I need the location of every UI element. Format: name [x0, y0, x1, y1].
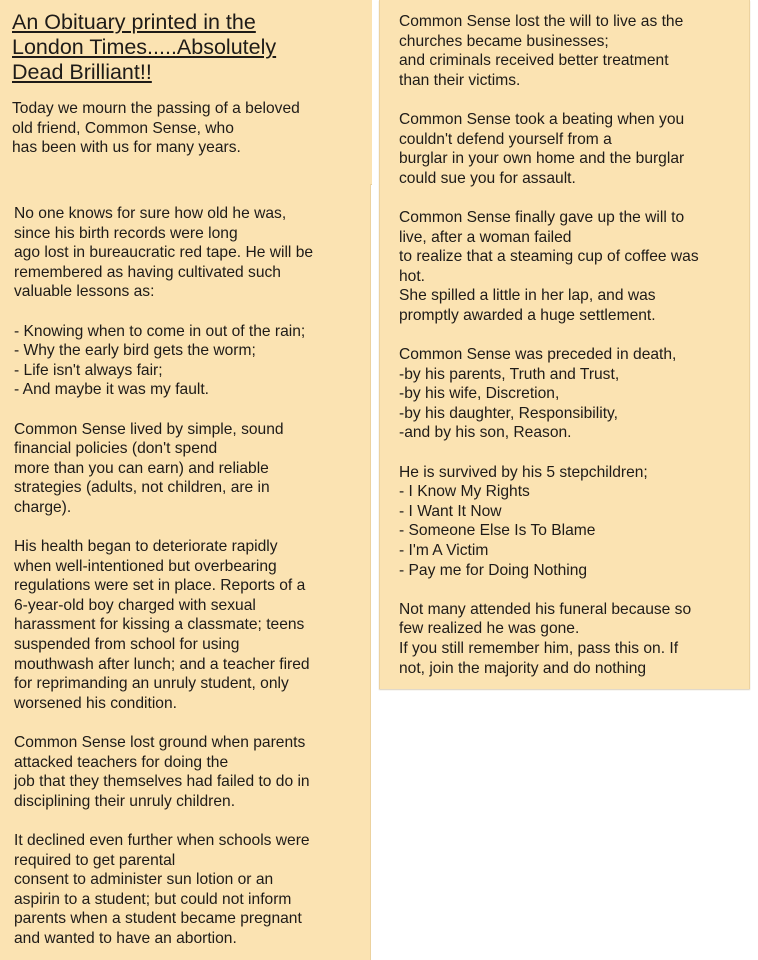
- text-line: She spilled a little in her lap, and was: [399, 287, 656, 305]
- text-line: churches became businesses;: [399, 32, 609, 50]
- right-column-paragraphs: [399, 12, 741, 678]
- clipping-right-column: [379, 0, 750, 689]
- text-line: could sue you for assault.: [399, 169, 576, 187]
- obituary-title: An Obituary printed in the London Times.....Absolutely Dead Brilliant!!: [12, 10, 277, 84]
- text-line: old friend, Common Sense, who: [12, 119, 234, 137]
- obituary-paragraph: [14, 537, 362, 713]
- text-line: - Knowing when to come in out of the rain;: [14, 322, 306, 340]
- text-line: and wanted to have an abortion.: [14, 929, 237, 947]
- intro-paragraphs: [12, 99, 362, 158]
- text-line: Common Sense lost ground when parents: [14, 734, 306, 752]
- text-line: strategies (adults, not children, are in: [14, 479, 270, 497]
- text-line: than their victims.: [399, 71, 521, 89]
- clipping-header: [0, 0, 372, 185]
- obituary-paragraph: [399, 345, 741, 443]
- text-line: disciplining their unruly children.: [14, 792, 236, 810]
- obituary-paragraph: [14, 831, 362, 949]
- text-line: Common Sense lost the will to live as the: [399, 13, 684, 30]
- text-line: No one knows for sure how old he was,: [14, 205, 287, 222]
- text-line: not, join the majority and do nothing: [399, 659, 647, 677]
- obituary-paragraph: [14, 322, 362, 400]
- text-line: job that they themselves had failed to do in: [14, 773, 310, 791]
- text-line: few realized he was gone.: [399, 620, 580, 638]
- obituary-paragraph: [14, 204, 362, 302]
- text-line: His health began to deteriorate rapidly: [14, 538, 278, 556]
- text-line: attacked teachers for doing the: [14, 753, 229, 771]
- text-line: has been with us for many years.: [12, 139, 241, 157]
- text-line: suspended from school for using: [14, 636, 240, 654]
- text-line: - Why the early bird gets the worm;: [14, 342, 256, 360]
- text-line: couldn't defend yourself from a: [399, 130, 612, 148]
- text-line: -by his parents, Truth and Trust,: [399, 365, 620, 383]
- text-line: worsened his condition.: [14, 694, 177, 712]
- text-line: more than you can earn) and reliable: [14, 459, 269, 477]
- text-line: mouthwash after lunch; and a teacher fired: [14, 655, 310, 673]
- text-line: - And maybe it was my fault.: [14, 381, 209, 399]
- text-line: promptly awarded a huge settlement.: [399, 306, 656, 324]
- text-line: - Pay me for Doing Nothing: [399, 561, 588, 579]
- text-line: burglar in your own home and the burglar: [399, 150, 685, 168]
- text-line: If you still remember him, pass this on. If: [399, 640, 679, 657]
- text-line: - Someone Else Is To Blame: [399, 522, 596, 540]
- text-line: - Life isn't always fair;: [14, 361, 163, 379]
- text-line: aspirin to a student; but could not inform: [14, 890, 292, 908]
- text-line: ago lost in bureaucratic red tape. He will be: [14, 244, 314, 262]
- text-line: 6-year-old boy charged with sexual: [14, 596, 256, 614]
- text-line: charge).: [14, 498, 72, 516]
- text-line: hot.: [399, 267, 426, 285]
- text-line: - I'm A Victim: [399, 542, 489, 560]
- text-line: parents when a student became pregnant: [14, 910, 302, 928]
- text-line: -by his wife, Discretion,: [399, 385, 560, 403]
- text-line: financial policies (don't spend: [14, 440, 218, 458]
- obituary-paragraph: [399, 463, 741, 581]
- text-line: Common Sense finally gave up the will to: [399, 208, 685, 226]
- text-line: Not many attended his funeral because so: [399, 600, 692, 618]
- text-line: - I Know My Rights: [399, 483, 530, 501]
- text-line: remembered as having cultivated such: [14, 263, 281, 281]
- clipping-left-column: [0, 184, 371, 960]
- text-line: Common Sense took a beating when you: [399, 110, 685, 128]
- obituary-paragraph: [399, 208, 741, 326]
- obituary-paragraph: [14, 733, 362, 811]
- obituary-paragraph: [399, 600, 741, 678]
- text-line: consent to administer sun lotion or an: [14, 871, 274, 889]
- text-line: Today we mourn the passing of a beloved: [12, 100, 300, 117]
- text-line: - I Want It Now: [399, 502, 502, 520]
- text-line: valuable lessons as:: [14, 283, 155, 301]
- text-line: required to get parental: [14, 851, 176, 869]
- text-line: to realize that a steaming cup of coffee was: [399, 248, 699, 266]
- text-line: when well-intentioned but overbearing: [14, 557, 277, 575]
- left-column-paragraphs: [14, 204, 362, 949]
- text-line: -by his daughter, Responsibility,: [399, 404, 619, 422]
- text-line: -and by his son, Reason.: [399, 424, 572, 442]
- obituary-paragraph: [399, 12, 741, 90]
- text-line: and criminals received better treatment: [399, 52, 669, 70]
- obituary-paragraph: [12, 99, 362, 158]
- obituary-paragraph: [399, 110, 741, 188]
- text-line: Common Sense was preceded in death,: [399, 346, 677, 364]
- text-line: harassment for kissing a classmate; teens: [14, 616, 305, 634]
- text-line: live, after a woman failed: [399, 228, 572, 246]
- text-line: It declined even further when schools were: [14, 832, 310, 849]
- text-line: regulations were set in place. Reports of a: [14, 577, 306, 595]
- text-line: for reprimanding an unruly student, only: [14, 675, 289, 693]
- text-line: Common Sense lived by simple, sound: [14, 420, 284, 438]
- obituary-paragraph: [14, 420, 362, 518]
- text-line: He is survived by his 5 stepchildren;: [399, 463, 648, 481]
- text-line: since his birth records were long: [14, 224, 238, 242]
